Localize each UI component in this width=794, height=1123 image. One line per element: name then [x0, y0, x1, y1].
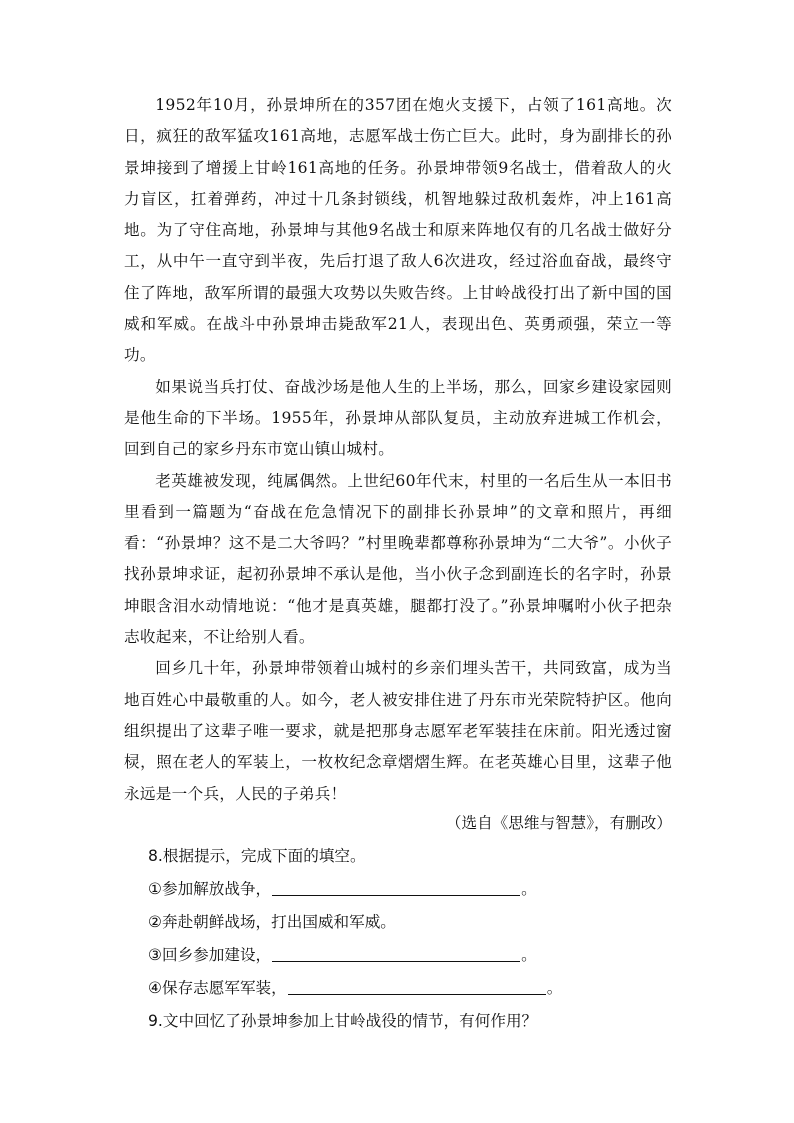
item-4-suffix: 。	[546, 979, 563, 997]
paragraph-2: 如果说当兵打仗、奋战沙场是他人生的上半场，那么，回家乡建设家园则是他生命的下半场。1955年，孙景坤从部队复员，主动放弃进城工作机会，回到自己的家乡丹东市宽山镇山城村。	[124, 377, 672, 459]
item-1-suffix: 。	[521, 880, 537, 898]
question-9-stem: 9.文中回忆了孙景坤参加上甘岭战役的情节，有何作用？	[148, 1012, 538, 1030]
question-8-stem: 8.根据提示，完成下面的填空。	[148, 847, 366, 865]
questions-section	[124, 840, 684, 1038]
question-8-item-2: ②奔赴朝鲜战场，打出国威和军威。	[148, 913, 396, 931]
paragraph-4: 回乡几十年，孙景坤带领着山城村的乡亲们埋头苦干，共同致富，成为当地百姓心中最敬重的人。如今，老人被安排住进了丹东市光荣院特护区。他向组织提出了这辈子唯一要求，就是把那身志愿军老军装挂在床前。阳光透过窗棂，照在老人的军装上，一枚枚纪念章熠熠生辉。在老英雄心目里，这辈子他永远是一个兵，人民的子弟兵！	[124, 659, 672, 803]
fill-blank-4[interactable]	[288, 974, 546, 995]
paragraph-3: 老英雄被发现，纯属偶然。上世纪60年代末，村里的一名后生从一本旧书里看到一篇题为“奋战在危急情况下的副排长孙景坤”的文章和照片，再细看：“孙景坤？这不是二大爷吗？”村里晚辈都尊称孙景坤为“二大爷”。小伙子找孙景坤求证，起初孙景坤不承认是他，当小伙子念到副连长的名字时，孙景坤眼含泪水动情地说：“他才是真英雄，腿都打没了。”孙景坤嘱咐小伙子把杂志收起来，不让给别人看。	[124, 471, 672, 647]
item-4-prefix: ④保存志愿军军装，	[148, 979, 287, 997]
item-1-prefix: ①参加解放战争，	[148, 880, 272, 898]
reading-passage	[124, 90, 672, 810]
question-8-item-4	[124, 972, 684, 1005]
item-3-prefix: ③回乡参加建设，	[148, 946, 272, 964]
source-citation: （选自《思维与智慧》，有删改）	[445, 814, 672, 832]
fill-blank-3[interactable]	[272, 941, 520, 962]
item-3-suffix: 。	[521, 946, 537, 964]
question-8-item-1	[124, 873, 684, 906]
paragraph-1: 1952年10月，孙景坤所在的357团在炮火支援下，占领了161高地。次日，疯狂的敌军猛攻161高地，志愿军战士伤亡巨大。此时，身为副排长的孙景坤接到了增援上甘岭161高地的任务。孙景坤带领9名战士，借着敌人的火力盲区，扛着弹药，冲过十几条封锁线，机智地躲过敌机轰炸，冲上161高地。为了守住高地，孙景坤与其他9名战士和原来阵地仅有的几名战士做好分工，从中午一直守到半夜，先后打退了敌人6次进攻，经过浴血奋战，最终守住了阵地，敌军所谓的最强大攻势以失败告终。上甘岭战役打出了新中国的国威和军威。在战斗中孙景坤击毙敌军21人，表现出色、英勇顽强，荣立一等功。	[124, 96, 672, 365]
question-8-item-3	[124, 939, 684, 972]
fill-blank-1[interactable]	[272, 875, 520, 896]
